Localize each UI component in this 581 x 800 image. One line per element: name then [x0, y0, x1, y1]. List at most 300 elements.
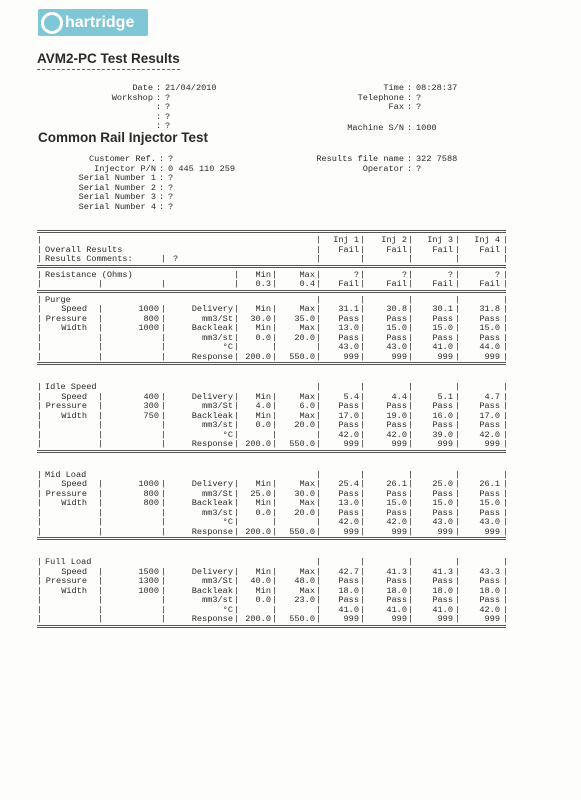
resistance-row: | | | | | | | | Resistance (Ohms) Min Max ? ? ? ?: [37, 269, 509, 280]
measure-label: mm3/St: [202, 576, 233, 586]
title-underline: [37, 69, 180, 70]
measure-label: °C: [222, 342, 233, 352]
injector-value: Pass: [479, 576, 500, 586]
measure-label: mm3/st: [202, 332, 233, 343]
injector-value: 42.0: [338, 429, 359, 440]
limit-max: Max: [299, 479, 315, 489]
param-label: Pressure: [45, 401, 87, 411]
info-left-colon: :: [159, 173, 165, 184]
injector-value: Pass: [479, 488, 500, 499]
info-left-colon: :: [159, 154, 165, 164]
injector-value: 18.0: [432, 585, 453, 596]
injector-value: 19.0: [386, 410, 407, 421]
injector-value: Pass: [338, 576, 359, 586]
limit-max: 550.0: [289, 351, 315, 362]
overall-result: Fail: [386, 244, 407, 255]
measure-label: °C: [222, 429, 233, 440]
limit-min: 25.0: [250, 488, 271, 499]
injector-value: 15.0: [386, 323, 407, 333]
injector-value: 26.1: [386, 479, 407, 489]
param-value: 400: [143, 391, 159, 402]
injector-value: Pass: [479, 420, 500, 430]
limit-min: 4.0: [255, 401, 271, 411]
injector-value: Pass: [386, 576, 407, 586]
overall-row: | | | | | | Inj 1 Inj 2 Inj 3 Inj 4: [37, 235, 509, 245]
min-label: Min: [255, 269, 271, 280]
limit-min: Min: [255, 585, 271, 596]
header-right-label: Telephone: [357, 92, 404, 103]
table-row: | | | | | | | | | | Speed 400 Delivery Min Max 5.4 4.4 5.1 4.7: [37, 391, 509, 402]
limit-max: 550.0: [289, 614, 315, 624]
row-gap: [37, 643, 506, 646]
header-left-label: Workshop: [111, 92, 153, 103]
injector-value: 18.0: [386, 585, 407, 596]
table-row: | | | | | | | | | | Response 200.0 550.0 999 999 999 999: [37, 351, 509, 362]
table-row: | | | | | | | | | | Width 1000 Backleak Min Max 18.0 18.0 18.0 18.0: [37, 585, 509, 596]
injector-value: Pass: [432, 576, 453, 586]
param-label: Width: [61, 498, 87, 508]
param-value: 1000: [138, 479, 159, 489]
overall-result: Fail: [338, 244, 359, 255]
resistance-result: Fail: [479, 279, 500, 289]
injector-value: Pass: [338, 507, 359, 518]
header-right-value: ?: [416, 102, 422, 113]
logo-ring-icon: [41, 12, 63, 34]
measure-label: mm3/st: [202, 507, 233, 518]
injector-value: 999: [484, 351, 500, 362]
info-left-value: 0 445 110 259: [168, 163, 236, 174]
injector-value: 15.0: [432, 323, 453, 333]
info-left-value: ?: [168, 192, 174, 203]
header-left-value: 21/04/2010: [165, 83, 217, 93]
injector-value: Pass: [338, 595, 359, 605]
info-right-value: ?: [416, 163, 422, 174]
section-title-row: | | | | | | Idle Speed: [37, 382, 509, 392]
param-label: Pressure: [45, 576, 87, 586]
injector-value: Pass: [386, 313, 407, 324]
resistance-min: 0.3: [255, 279, 271, 289]
injector-value: 43.0: [386, 342, 407, 352]
limit-max: 550.0: [289, 439, 315, 449]
resistance-max: 0.4: [299, 279, 315, 289]
injector-value: 25.4: [338, 479, 359, 489]
measure-label: Delivery: [191, 391, 233, 402]
injector-value: Pass: [338, 313, 359, 324]
info-left-value: ?: [168, 202, 174, 212]
table-row: | | | | | | | | | | mm3/st 0.0 20.0 Pass Pass Pass Pass: [37, 420, 509, 430]
info-left-label: Serial Number 3: [78, 192, 156, 203]
table-row: | | | | | | | | | | mm3/st 0.0 20.0 Pass Pass Pass Pass: [37, 507, 509, 518]
limit-max: Max: [299, 323, 315, 333]
header-right-colon: :: [407, 92, 413, 103]
overall-result: Fail: [479, 244, 500, 255]
injector-value: 41.0: [432, 604, 453, 615]
limit-min: 0.0: [255, 595, 271, 605]
injector-value: 41.0: [338, 604, 359, 615]
limit-max: Max: [299, 304, 315, 314]
measure-label: Backleak: [191, 585, 233, 596]
injector-value: 15.0: [432, 498, 453, 508]
header-left-value: ?: [165, 111, 171, 122]
table-row: | | | | | | | | | | Response 200.0 550.0 999 999 999 999: [37, 526, 509, 537]
limit-min: 30.0: [250, 313, 271, 324]
param-value: 1000: [138, 585, 159, 596]
param-label: Pressure: [45, 488, 87, 499]
table-row: | | | | | | | | | | Speed 1500 Delivery Min Max 42.7 41.3 41.3 43.3: [37, 566, 509, 577]
injector-value: Pass: [432, 595, 453, 605]
injector-value: 999: [343, 351, 359, 362]
measure-label: °C: [222, 517, 233, 527]
resistance-row: | | | | | | | | | | 0.3 0.4 Fail Fail Fail Fail: [37, 279, 509, 289]
info-left-label: Serial Number 4: [78, 202, 156, 212]
injector-value: 13.0: [338, 323, 359, 333]
results-table: [37, 230, 509, 646]
injector-value: 41.3: [432, 566, 453, 577]
limit-min: Min: [255, 479, 271, 489]
injector-value: 999: [391, 439, 407, 449]
table-row: | | | | | | | | | | °C 43.0 43.0 41.0 44.0: [37, 342, 509, 352]
injector-value: 44.0: [479, 342, 500, 352]
param-label: Pressure: [45, 313, 87, 324]
limit-min: Min: [255, 566, 271, 577]
hartridge-logo: [38, 9, 148, 36]
measure-label: Response: [191, 439, 233, 449]
table-row: | | | | | | | | | | Pressure 800 mm3/St 25.0 30.0 Pass Pass Pass Pass: [37, 488, 509, 499]
limit-max: Max: [299, 566, 315, 577]
table-row: | | | | | | | | | | °C 41.0 41.0 41.0 42.0: [37, 604, 509, 615]
header-right-label: Fax: [388, 102, 404, 113]
limit-max: Max: [299, 410, 315, 421]
limit-min: 0.0: [255, 420, 271, 430]
overall-result: Fail: [432, 244, 453, 255]
header-left-colon: :: [156, 92, 162, 103]
injector-value: Pass: [432, 420, 453, 430]
measure-label: mm3/St: [202, 313, 233, 324]
injector-value: 43.0: [338, 342, 359, 352]
limit-min: 200.0: [245, 614, 271, 624]
header-right-label: Time: [383, 83, 404, 93]
limit-max: Max: [299, 391, 315, 402]
param-label: Speed: [61, 479, 87, 489]
injector-header: Inj 2: [381, 235, 407, 245]
header-right-value: 1000: [416, 123, 437, 134]
limit-max: 23.0: [294, 595, 315, 605]
table-row: | | | | | | | | | | Speed 1000 Delivery Min Max 31.1 30.8 30.1 31.8: [37, 304, 509, 314]
info-left-colon: :: [159, 182, 165, 193]
info-left-label: Serial Number 2: [78, 182, 156, 193]
header-right-colon: :: [407, 123, 413, 134]
injector-header: Inj 1: [333, 235, 359, 245]
measure-label: Response: [191, 351, 233, 362]
limit-min: 0.0: [255, 507, 271, 518]
info-right-label: Results file name: [316, 154, 404, 164]
injector-value: 999: [484, 439, 500, 449]
limit-min: 200.0: [245, 526, 271, 537]
injector-value: 999: [343, 614, 359, 624]
injector-value: 43.0: [432, 517, 453, 527]
limit-max: Max: [299, 585, 315, 596]
injector-value: 999: [484, 614, 500, 624]
injector-value: 999: [437, 351, 453, 362]
limit-min: 200.0: [245, 351, 271, 362]
param-value: 1500: [138, 566, 159, 577]
injector-value: Pass: [386, 595, 407, 605]
limit-max: Max: [299, 498, 315, 508]
injector-value: 42.0: [479, 604, 500, 615]
injector-value: Pass: [432, 313, 453, 324]
injector-value: Pass: [432, 401, 453, 411]
injector-value: 16.0: [432, 410, 453, 421]
measure-label: Delivery: [191, 566, 233, 577]
resistance-value: ?: [353, 269, 359, 280]
measure-label: Delivery: [191, 304, 233, 314]
injector-value: Pass: [338, 420, 359, 430]
injector-value: Pass: [386, 420, 407, 430]
logo-text: hartridge: [65, 13, 135, 31]
table-row: | | | | | | | | | | °C 42.0 42.0 39.0 42.0: [37, 429, 509, 440]
resistance-result: Fail: [432, 279, 453, 289]
resistance-result: Fail: [338, 279, 359, 289]
injector-value: 999: [391, 526, 407, 537]
info-left-value: ?: [168, 173, 174, 184]
header-left-colon: :: [156, 83, 162, 93]
section-name: Mid Load: [45, 469, 87, 480]
param-label: Speed: [61, 391, 87, 402]
param-label: Width: [61, 410, 87, 421]
param-value: 300: [143, 401, 159, 411]
info-left-label: Customer Ref.: [88, 154, 156, 164]
injector-header: Inj 3: [427, 235, 453, 245]
header-left-value: ?: [165, 102, 171, 113]
limit-max: 6.0: [299, 401, 315, 411]
table-row: | | | | | | | | | | Width 1000 Backleak Min Max 13.0 15.0 15.0 15.0: [37, 323, 509, 333]
injector-value: 13.0: [338, 498, 359, 508]
injector-value: 15.0: [479, 323, 500, 333]
info-left-colon: :: [159, 163, 165, 174]
header-right-label: Machine S/N: [347, 123, 404, 134]
table-row: | | | | | | | | | | Response 200.0 550.0 999 999 999 999: [37, 439, 509, 449]
info-right-value: 322 7588: [416, 154, 458, 164]
table-row: | | | | | | | | | | Pressure 800 mm3/St 30.0 35.0 Pass Pass Pass Pass: [37, 313, 509, 324]
injector-value: 42.0: [479, 429, 500, 440]
header-right-value: 08:28:37: [416, 83, 458, 93]
param-value: 800: [143, 498, 159, 508]
overall-row: | | | | | | | Results Comments: ?: [37, 254, 509, 264]
section-name: Full Load: [45, 557, 92, 567]
injector-value: 30.1: [432, 304, 453, 314]
injector-value: 30.8: [386, 304, 407, 314]
injector-value: Pass: [386, 332, 407, 343]
header-left-value: ?: [165, 92, 171, 103]
comments-value: ?: [173, 254, 179, 264]
page-title: AVM2-PC Test Results: [37, 51, 180, 66]
resistance-value: ?: [447, 269, 453, 280]
header-left-colon: :: [156, 102, 162, 113]
injector-value: 42.0: [338, 517, 359, 527]
param-value: 750: [143, 410, 159, 421]
injector-value: 17.0: [479, 410, 500, 421]
comments-label: Results Comments:: [45, 254, 133, 264]
header-right-value: ?: [416, 92, 422, 103]
injector-value: 25.0: [432, 479, 453, 489]
table-row: | | | | | | | | | | °C 42.0 42.0 43.0 43.0: [37, 517, 509, 527]
param-value: 800: [143, 488, 159, 499]
param-label: Speed: [61, 304, 87, 314]
header-left-colon: :: [156, 121, 162, 132]
injector-value: 4.4: [391, 391, 407, 402]
injector-value: Pass: [432, 332, 453, 343]
injector-value: 999: [391, 614, 407, 624]
measure-label: Response: [191, 526, 233, 537]
section-title-row: | | | | | | Mid Load: [37, 469, 509, 480]
info-left-value: ?: [168, 182, 174, 193]
injector-value: 26.1: [479, 479, 500, 489]
measure-label: mm3/St: [202, 401, 233, 411]
injector-value: 31.1: [338, 304, 359, 314]
injector-value: 999: [437, 439, 453, 449]
injector-value: Pass: [386, 507, 407, 518]
table-row: | | | | | | | | | | Response 200.0 550.0 999 999 999 999: [37, 614, 509, 624]
table-row: | | | | | | | | | | Pressure 1300 mm3/St 40.0 48.0 Pass Pass Pass Pass: [37, 576, 509, 586]
section-name: Idle Speed: [45, 382, 97, 392]
injector-value: 999: [484, 526, 500, 537]
injector-value: 15.0: [479, 498, 500, 508]
table-row: | | | | | | | | | | Width 800 Backleak Min Max 13.0 15.0 15.0 15.0: [37, 498, 509, 508]
header-right-colon: :: [407, 83, 413, 93]
injector-value: 41.0: [386, 604, 407, 615]
header-left-value: ?: [165, 121, 171, 132]
limit-min: Min: [255, 498, 271, 508]
injector-value: 17.0: [338, 410, 359, 421]
injector-header: Inj 4: [474, 235, 500, 245]
param-value: 800: [143, 313, 159, 324]
info-left-colon: :: [159, 192, 165, 203]
measure-label: °C: [222, 604, 233, 615]
injector-value: Pass: [386, 401, 407, 411]
max-label: Max: [299, 269, 315, 280]
param-value: 1000: [138, 323, 159, 333]
injector-value: 999: [437, 526, 453, 537]
param-value: 1000: [138, 304, 159, 314]
resistance-label: Resistance (Ohms): [45, 269, 133, 280]
section-title-row: | | | | | | Purge: [37, 294, 509, 305]
injector-value: 31.8: [479, 304, 500, 314]
injector-value: 18.0: [338, 585, 359, 596]
measure-label: Response: [191, 614, 233, 624]
injector-value: 999: [391, 351, 407, 362]
injector-value: 5.4: [343, 391, 359, 402]
injector-value: Pass: [432, 507, 453, 518]
info-left-label: Injector P/N: [94, 163, 156, 174]
header-right-colon: :: [407, 102, 413, 113]
limit-min: 0.0: [255, 332, 271, 343]
table-row: | | | | | | | | | | Speed 1000 Delivery Min Max 25.4 26.1 25.0 26.1: [37, 479, 509, 489]
limit-min: Min: [255, 323, 271, 333]
resistance-value: ?: [401, 269, 407, 280]
measure-label: Backleak: [191, 498, 233, 508]
injector-value: Pass: [432, 488, 453, 499]
header-left-colon: :: [156, 111, 162, 122]
injector-value: 42.0: [386, 429, 407, 440]
resistance-result: Fail: [386, 279, 407, 289]
table-row: | | | | | | | | | | Pressure 300 mm3/St 4.0 6.0 Pass Pass Pass Pass: [37, 401, 509, 411]
param-label: Speed: [61, 566, 87, 577]
injector-value: Pass: [338, 401, 359, 411]
limit-max: 48.0: [294, 576, 315, 586]
injector-value: 42.7: [338, 566, 359, 577]
limit-min: Min: [255, 410, 271, 421]
injector-value: 39.0: [432, 429, 453, 440]
injector-value: Pass: [479, 595, 500, 605]
info-right-label: Operator: [362, 163, 404, 174]
injector-value: 43.0: [479, 517, 500, 527]
injector-value: 999: [343, 439, 359, 449]
injector-value: 5.1: [437, 391, 453, 402]
measure-label: mm3/St: [202, 488, 233, 499]
injector-value: 999: [343, 526, 359, 537]
measure-label: Backleak: [191, 323, 233, 333]
header-left-label: Date: [132, 83, 153, 93]
table-row: | | | | | | | | | | Width 750 Backleak Min Max 17.0 19.0 16.0 17.0: [37, 410, 509, 421]
limit-max: 30.0: [294, 488, 315, 499]
limit-min: Min: [255, 304, 271, 314]
injector-value: 18.0: [479, 585, 500, 596]
resistance-value: ?: [494, 269, 500, 280]
injector-value: Pass: [479, 313, 500, 324]
limit-max: 20.0: [294, 420, 315, 430]
limit-max: 20.0: [294, 332, 315, 343]
measure-label: mm3/st: [202, 420, 233, 430]
info-right-colon: :: [407, 154, 413, 164]
info-right-colon: :: [407, 163, 413, 174]
limit-max: 35.0: [294, 313, 315, 324]
injector-value: 43.3: [479, 566, 500, 577]
limit-min: 40.0: [250, 576, 271, 586]
info-left-value: ?: [168, 154, 174, 164]
injector-value: 42.0: [386, 517, 407, 527]
injector-value: Pass: [479, 507, 500, 518]
injector-value: Pass: [386, 488, 407, 499]
measure-label: mm3/st: [202, 595, 233, 605]
injector-value: Pass: [479, 401, 500, 411]
limit-min: 200.0: [245, 439, 271, 449]
param-label: Width: [61, 323, 87, 333]
info-left-colon: :: [159, 202, 165, 212]
injector-value: 41.0: [432, 342, 453, 352]
injector-value: 41.3: [386, 566, 407, 577]
section-title: Common Rail Injector Test: [38, 130, 209, 145]
limit-max: 550.0: [289, 526, 315, 537]
injector-value: 4.7: [484, 391, 500, 402]
injector-value: Pass: [338, 332, 359, 343]
limit-min: Min: [255, 391, 271, 402]
overall-label: Overall Results: [45, 244, 123, 255]
section-title-row: | | | | | | Full Load: [37, 557, 509, 567]
injector-value: Pass: [479, 332, 500, 343]
param-label: Width: [61, 585, 87, 596]
info-left-label: Serial Number 1: [78, 173, 156, 184]
table-row: | | | | | | | | | | mm3/st 0.0 20.0 Pass Pass Pass Pass: [37, 332, 509, 343]
measure-label: Backleak: [191, 410, 233, 421]
section-name: Purge: [45, 294, 71, 305]
table-row: | | | | | | | | | | mm3/st 0.0 23.0 Pass Pass Pass Pass: [37, 595, 509, 605]
limit-max: 20.0: [294, 507, 315, 518]
injector-value: 999: [437, 614, 453, 624]
injector-value: Pass: [338, 488, 359, 499]
overall-row: | | | | | | Overall Results Fail Fail Fail Fail: [37, 244, 509, 255]
measure-label: Delivery: [191, 479, 233, 489]
param-value: 1300: [138, 576, 159, 586]
